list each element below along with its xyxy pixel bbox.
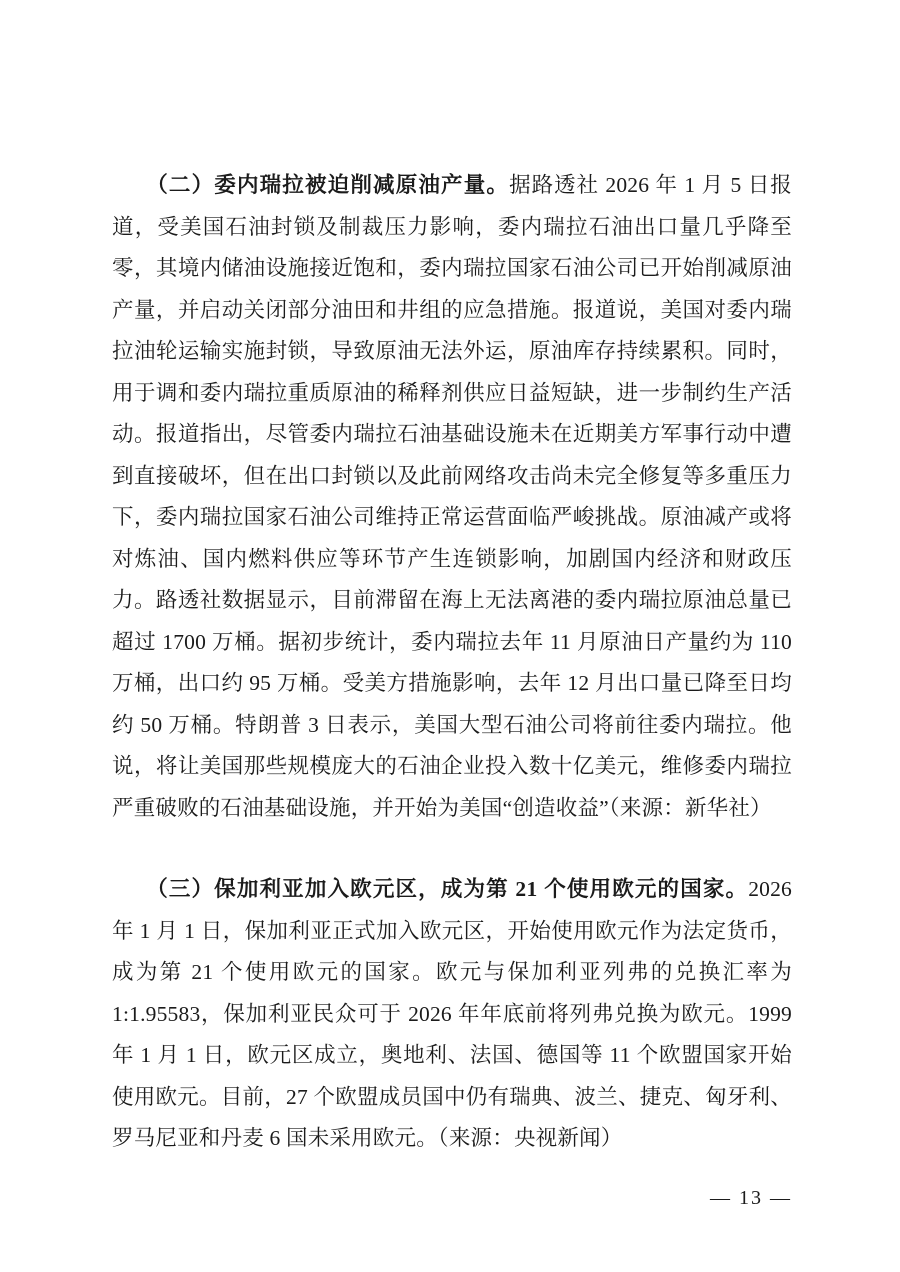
- paragraph-body-2: 2026 年 1 月 1 日，保加利亚正式加入欧元区，开始使用欧元作为法定货币，成为第 21 个使用欧元的国家。欧元与保加利亚列弗的兑换汇率为 1:1.95583，保加利亚民众可于 2026 年年底前将列弗兑换为欧元。1999 年 1 月 1 日，欧元区成立，奥地利、法国、德国等 11 个欧盟国家开始使用欧元。目前，27 个欧盟成员国中仍有瑞典、波兰、捷克、匈牙利、罗马尼亚和丹麦 6 国未采用欧元。（来源：央视新闻）: [112, 877, 792, 1150]
- paragraph-section-3: [112, 869, 792, 1160]
- page-number: — 13 —: [710, 1187, 792, 1209]
- paragraph-indent-1: [112, 173, 157, 197]
- paragraph-heading-1: （二）委内瑞拉被迫削减原油产量。: [156, 173, 510, 197]
- paragraph-indent-2: [112, 877, 157, 901]
- paragraph-body-1: 据路透社 2026 年 1 月 5 日报道，受美国石油封锁及制裁压力影响，委内瑞拉石油出口量几乎降至零，其境内储油设施接近饱和，委内瑞拉国家石油公司已开始削减原油产量，并启动关闭部分油田和井组的应急措施。报道说，美国对委内瑞拉油轮运输实施封锁，导致原油无法外运，原油库存持续累积。同时，用于调和委内瑞拉重质原油的稀释剂供应日益短缺，进一步制约生产活动。报道指出，尽管委内瑞拉石油基础设施未在近期美方军事行动中遭到直接破坏，但在出口封锁以及此前网络攻击尚未完全修复等多重压力下，委内瑞拉国家石油公司维持正常运营面临严峻挑战。原油减产或将对炼油、国内燃料供应等环节产生连锁影响，加剧国内经济和财政压力。路透社数据显示，目前滞留在海上无法离港的委内瑞拉原油总量已超过 1700 万桶。据初步统计，委内瑞拉去年 11 月原油日产量约为 110 万桶，出口约 95 万桶。受美方措施影响，去年 12 月出口量已降至日均约 50 万桶。特朗普 3 日表示，美国大型石油公司将前往委内瑞拉。他说，将让美国那些规模庞大的石油企业投入数十亿美元，维修委内瑞拉严重破败的石油基础设施，并开始为美国“创造收益”（来源：新华社）: [112, 173, 792, 820]
- paragraph-section-2: [112, 165, 792, 829]
- paragraph-heading-2: （三）保加利亚加入欧元区，成为第 21 个使用欧元的国家。: [156, 877, 749, 901]
